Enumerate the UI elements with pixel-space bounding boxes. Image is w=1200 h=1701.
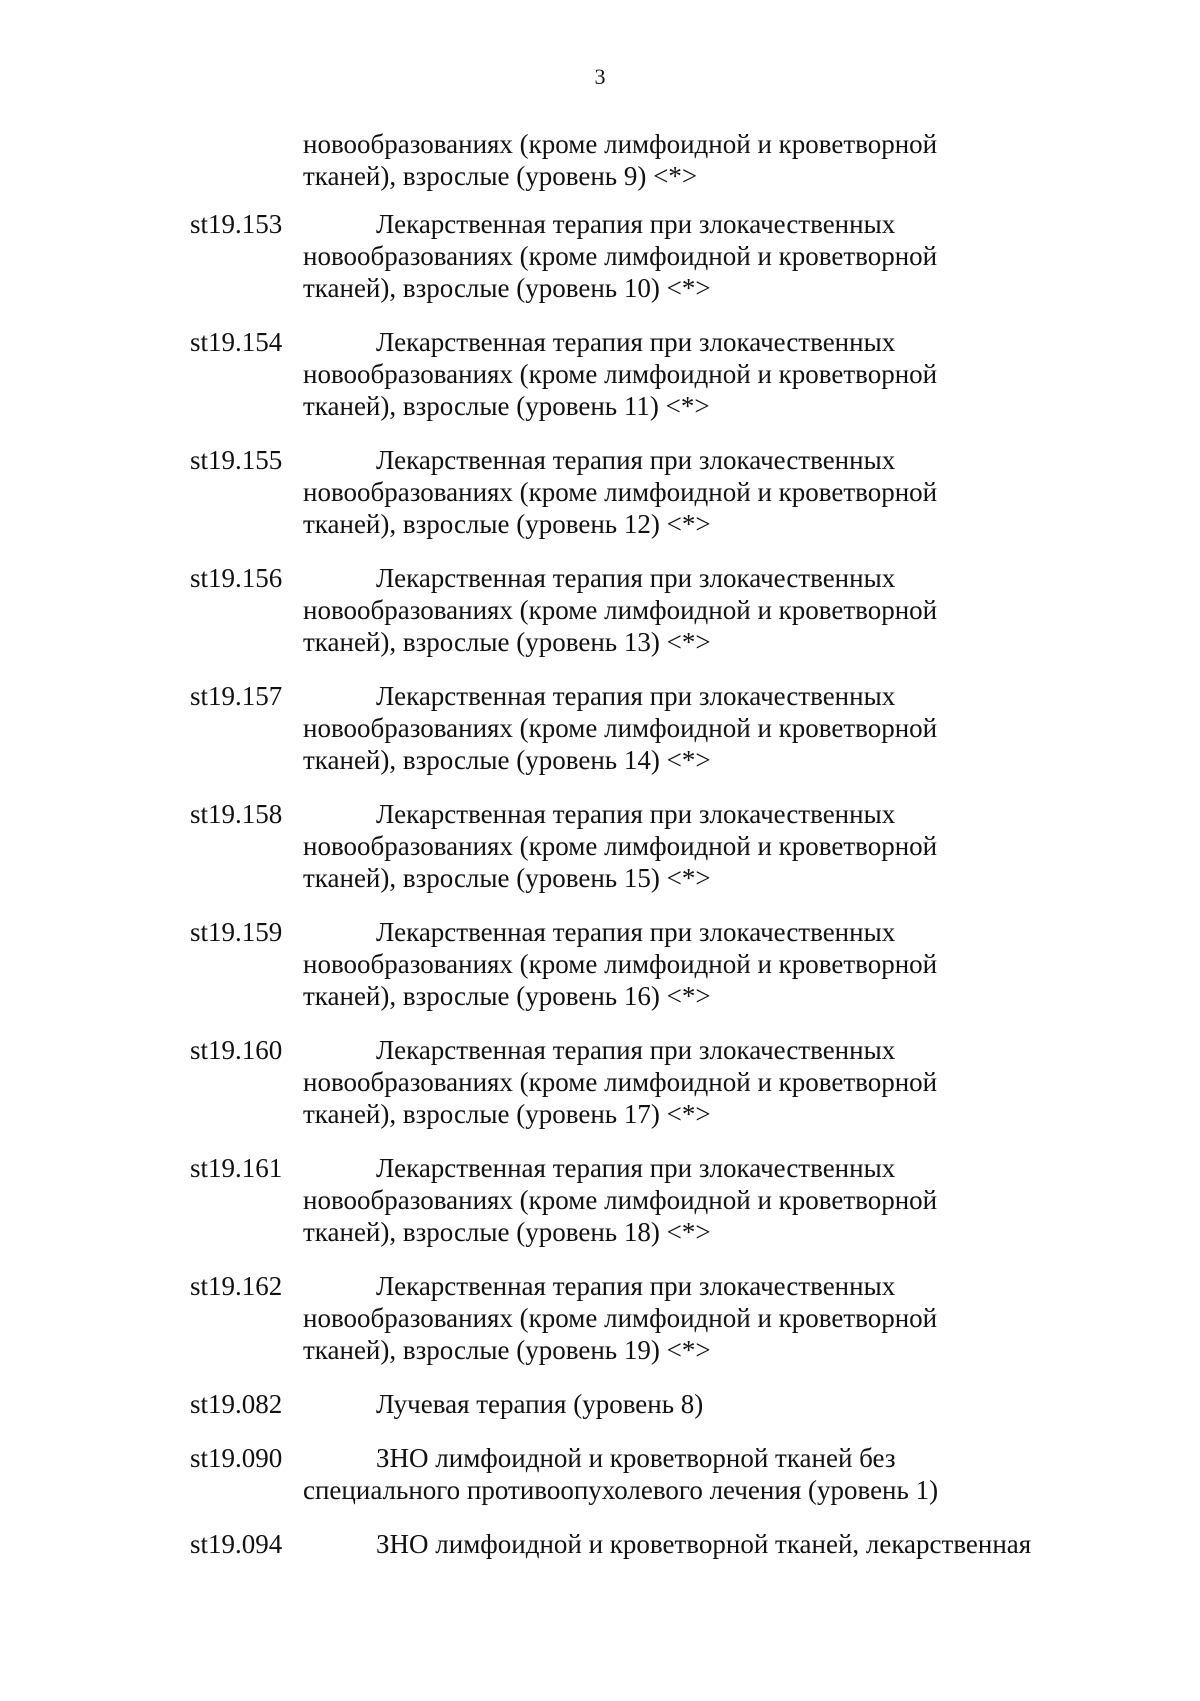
entry-description-line: тканей), взрослые (уровень 15) <*>: [303, 863, 711, 893]
entry-description-line: тканей), взрослые (уровень 17) <*>: [303, 1099, 711, 1129]
list-item: [0, 562, 1200, 658]
entry-description-line: Лекарственная терапия при злокачественных: [376, 327, 896, 357]
entry-description-line: ЗНО лимфоидной и кроветворной тканей без: [376, 1443, 896, 1473]
entry-description-line: новообразованиях (кроме лимфоидной и кроветворной: [303, 831, 938, 861]
entry-code: st19.157: [190, 681, 283, 711]
entry-description-line: новообразованиях (кроме лимфоидной и кроветворной: [303, 1303, 938, 1333]
entry-description-line: тканей), взрослые (уровень 16) <*>: [303, 981, 711, 1011]
continued-description: [303, 128, 1023, 192]
entry-code: st19.158: [190, 799, 283, 829]
entry-description-line: Лекарственная терапия при злокачественных: [376, 209, 896, 239]
entry-description: [303, 1152, 1173, 1248]
entry-description-line: новообразованиях (кроме лимфоидной и кроветворной: [303, 1067, 938, 1097]
entry-code: st19.162: [190, 1271, 283, 1301]
continued-description-line: новообразованиях (кроме лимфоидной и кроветворной: [303, 129, 938, 159]
entry-description: [303, 1528, 1173, 1560]
entry-description-line: новообразованиях (кроме лимфоидной и кроветворной: [303, 1185, 938, 1215]
entry-description-line: новообразованиях (кроме лимфоидной и кроветворной: [303, 595, 938, 625]
list-item: [0, 444, 1200, 540]
entry-code: st19.155: [190, 445, 283, 475]
entry-description-line: Лекарственная терапия при злокачественных: [376, 799, 896, 829]
list-item: [0, 208, 1200, 304]
entry-code: st19.153: [190, 209, 283, 239]
entry-description-line: Лекарственная терапия при злокачественных: [376, 1153, 896, 1183]
list-item: [0, 680, 1200, 776]
entry-description-line: тканей), взрослые (уровень 19) <*>: [303, 1335, 711, 1365]
entry-description-line: новообразованиях (кроме лимфоидной и кроветворной: [303, 949, 938, 979]
entry-description: [303, 798, 1173, 894]
entry-description-line: Лекарственная терапия при злокачественных: [376, 1271, 896, 1301]
continued-description-line: тканей), взрослые (уровень 9) <*>: [303, 161, 698, 191]
page-number: 3: [594, 64, 606, 89]
entry-description: [303, 444, 1173, 540]
entry-description-line: специального противоопухолевого лечения (уровень 1): [303, 1475, 939, 1505]
entry-description-line: новообразованиях (кроме лимфоидной и кроветворной: [303, 477, 938, 507]
entry-description-line: ЗНО лимфоидной и кроветворной тканей, лекарственная: [376, 1529, 1032, 1559]
list-item: [0, 1442, 1200, 1506]
entry-list: [0, 208, 1200, 1582]
list-item: [0, 1270, 1200, 1366]
entry-description: [303, 562, 1173, 658]
entry-description-line: Лекарственная терапия при злокачественных: [376, 445, 896, 475]
entry-description: [303, 916, 1173, 1012]
list-item: [0, 1528, 1200, 1560]
entry-code: st19.082: [190, 1389, 283, 1419]
entry-description-line: тканей), взрослые (уровень 11) <*>: [303, 391, 710, 421]
entry-code: st19.094: [190, 1529, 283, 1559]
entry-description-line: новообразованиях (кроме лимфоидной и кроветворной: [303, 713, 938, 743]
entry-description: [303, 680, 1173, 776]
entry-description-line: новообразованиях (кроме лимфоидной и кроветворной: [303, 241, 938, 271]
entry-description-line: Лекарственная терапия при злокачественных: [376, 917, 896, 947]
entry-code: st19.161: [190, 1153, 283, 1183]
list-item: [0, 1034, 1200, 1130]
entry-description-line: тканей), взрослые (уровень 18) <*>: [303, 1217, 711, 1247]
entry-description-line: Лекарственная терапия при злокачественных: [376, 1035, 896, 1065]
list-item: [0, 1388, 1200, 1420]
entry-description: [303, 208, 1173, 304]
entry-description-line: Лекарственная терапия при злокачественных: [376, 681, 896, 711]
entry-code: st19.159: [190, 917, 283, 947]
list-item: [0, 916, 1200, 1012]
entry-description: [303, 1270, 1173, 1366]
entry-description-line: тканей), взрослые (уровень 12) <*>: [303, 509, 711, 539]
entry-description-line: Лучевая терапия (уровень 8): [376, 1389, 704, 1419]
entry-code: st19.160: [190, 1035, 283, 1065]
entry-description: [303, 1388, 1173, 1420]
entry-description-line: новообразованиях (кроме лимфоидной и кроветворной: [303, 359, 938, 389]
entry-code: st19.154: [190, 327, 283, 357]
list-item: [0, 326, 1200, 422]
entry-description-line: тканей), взрослые (уровень 14) <*>: [303, 745, 711, 775]
entry-description-line: тканей), взрослые (уровень 13) <*>: [303, 627, 711, 657]
list-item: [0, 1152, 1200, 1248]
entry-description: [303, 1034, 1173, 1130]
entry-description-line: Лекарственная терапия при злокачественных: [376, 563, 896, 593]
entry-description: [303, 1442, 1173, 1506]
list-item: [0, 798, 1200, 894]
entry-code: st19.156: [190, 563, 283, 593]
entry-description: [303, 326, 1173, 422]
entry-description-line: тканей), взрослые (уровень 10) <*>: [303, 273, 711, 303]
entry-code: st19.090: [190, 1443, 283, 1473]
